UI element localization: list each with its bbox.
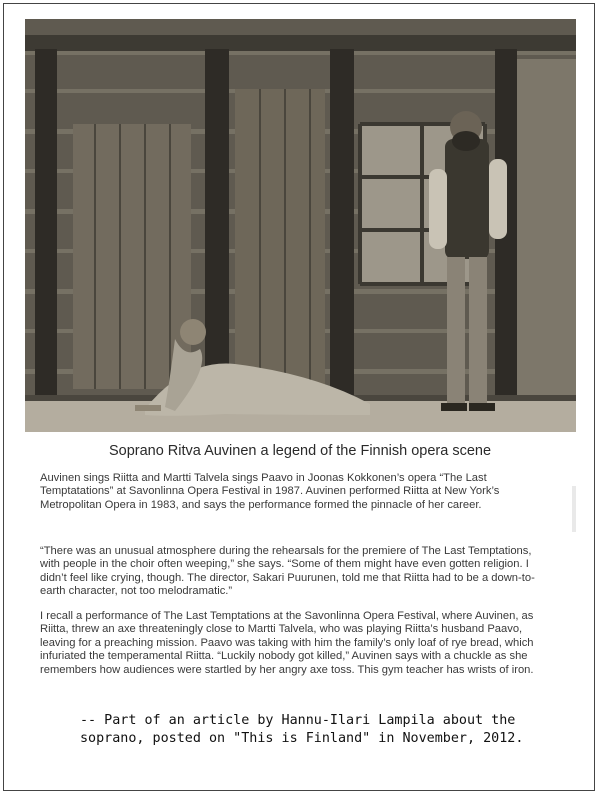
decorative-shadow	[572, 486, 576, 532]
article-paragraph-2: “There was an unusual atmosphere during the rehearsals for the premiere of The Last Temptations, with people in the choir often weeping,” she says. “Some of them might have even gotten religion. I didn’t feel like crying, though. The director, Sakari Puurunen, told me that Riitta had to be a down-to-earth character, not too melodramatic.”	[40, 545, 535, 598]
article-attribution: -- Part of an article by Hannu-Ilari Lampila about the soprano, posted on "This is Finland" in November, 2012.	[80, 713, 524, 746]
article-paragraph-1: Auvinen sings Riitta and Martti Talvela sings Paavo in Joonas Kokkonen’s opera “The Last Temptatations” at Savonlinna Opera Festival in 1987. Auvinen performed Riitta at New York’s Metropolitan Opera in 1983, and says the performance formed the pinnacle of her career.	[40, 472, 500, 511]
photo-caption: Soprano Ritva Auvinen a legend of the Finnish opera scene	[108, 443, 492, 459]
opera-stage-photo	[25, 19, 576, 432]
article-paragraph-3: I recall a performance of The Last Temptations at the Savonlinna Opera Festival, where Auvinen, as Riitta, threw an axe threateningly close to Martti Talvela, who was playing Riitta’s husband Paavo, leaving for a preaching mission. Paavo was taking with him the family’s only loaf of rye bread, which infuriated the temperamental Riitta. “Luckily nobody got killed,” Auvinen says with a chuckle as she remembers how audiences were startled by her angry axe toss. This gym teacher has wrists of iron.	[40, 610, 534, 676]
